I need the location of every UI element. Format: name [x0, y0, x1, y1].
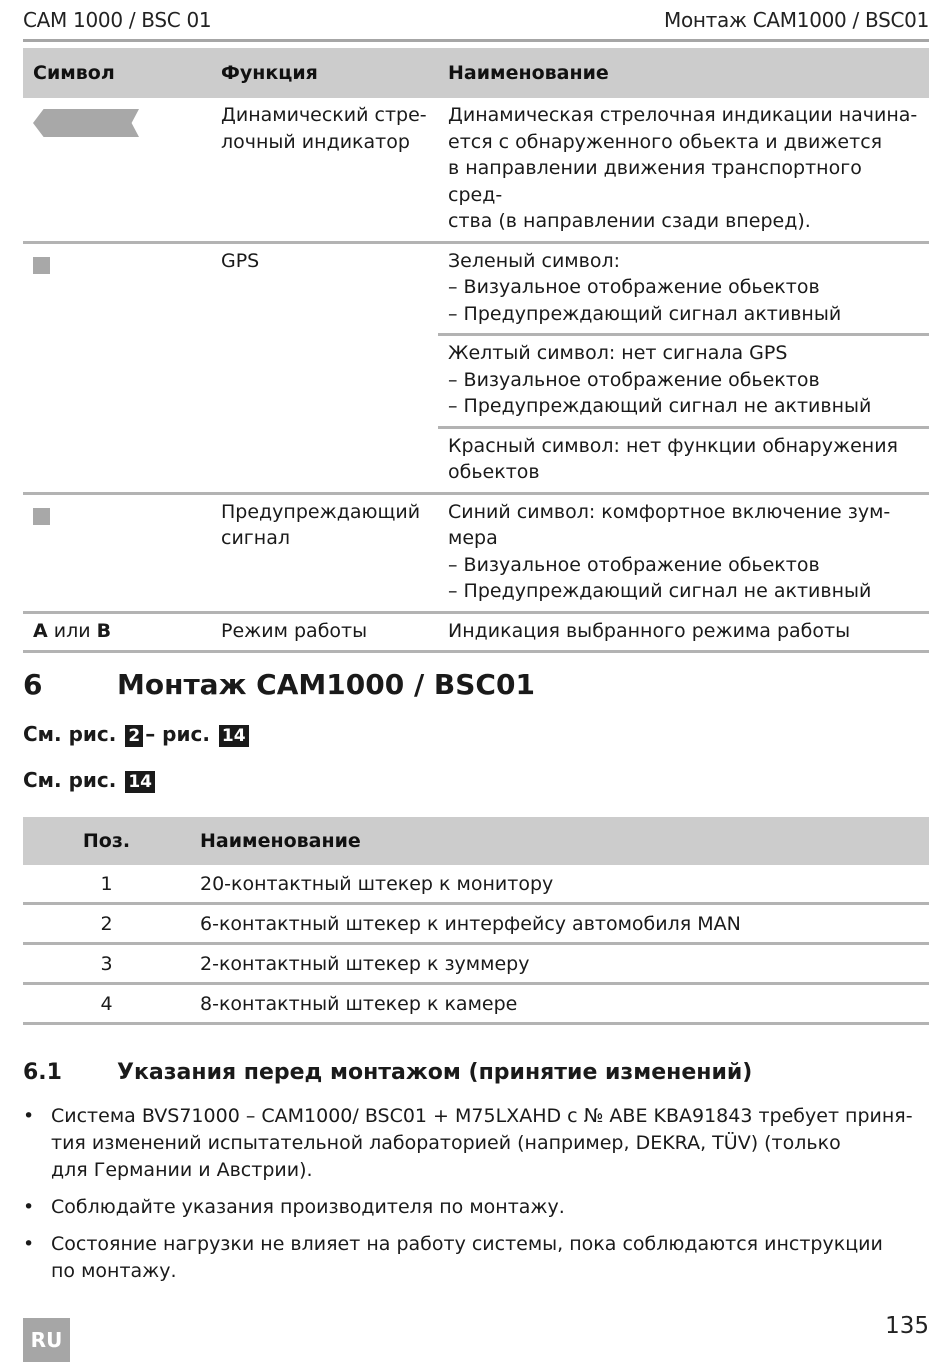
list-item-text: Состояние нагрузки не влияет на работу системы, пока соблюдаются инструкции по монтажу. — [51, 1233, 883, 1282]
col-symbol: Символ — [23, 48, 211, 98]
mode-b: B — [96, 619, 112, 642]
name-cell: 2-контактный штекер к зуммеру — [190, 944, 929, 984]
description-cell: Желтый символ: нет сигнала GPS – Визуальное отображение обьектов – Предупреждающий сигнал не активный — [438, 335, 929, 428]
symbol-cell — [23, 242, 211, 493]
function-cell: GPS — [211, 242, 438, 493]
pos-cell: 1 — [23, 865, 190, 904]
mode-or: или — [47, 619, 97, 642]
list-item — [23, 1103, 929, 1184]
description-cell: Синий символ: комфортное включение зум- мера – Визуальное отображение обьектов – Предупреждающий сигнал не активный — [438, 493, 929, 612]
section-title: Монтаж CAM1000 / BSC01 — [117, 668, 535, 701]
name-cell: 6-контактный штекер к интерфейсу автомобиля MAN — [190, 904, 929, 944]
dynamic-arrow-icon — [33, 109, 139, 137]
section-number: 6.1 — [23, 1060, 62, 1085]
function-cell: Режим работы — [211, 612, 438, 652]
bullet-icon: • — [23, 1196, 35, 1218]
mode-a: A — [33, 619, 48, 642]
position-table — [23, 817, 929, 1025]
col-function: Функция — [211, 48, 438, 98]
table-row — [23, 984, 929, 1024]
function-cell: Предупреждающий сигнал — [211, 493, 438, 612]
list-item-text: Соблюдайте указания производителя по монтажу. — [51, 1196, 565, 1218]
description-cell: Зеленый символ: – Визуальное отображение обьектов – Предупреждающий сигнал активный — [438, 242, 929, 335]
figure-badge: 2 — [125, 725, 143, 747]
instructions-list — [23, 1103, 929, 1295]
table-row — [23, 865, 929, 904]
running-header-right: Монтаж CAM1000 / BSC01 — [664, 8, 929, 32]
table-row — [23, 242, 929, 335]
description-cell: Индикация выбранного режима работы — [438, 612, 929, 652]
name-cell: 20-контактный штекер к монитору — [190, 865, 929, 904]
description-cell: Динамическая стрелочная индикации начина- ется с обнаруженного обьекта и движется в направлении движения транспортного сред- ства (в направлении сзади вперед). — [438, 98, 929, 242]
list-item-text: Система BVS71000 – CAM1000/ BSC01 + M75LXAHD с № ABE KBA91843 требует приня- тия изменений испытательной лабораторией (например, DEKRA, TÜV) (только для Германии и Австрии). — [51, 1105, 913, 1181]
see-figure — [23, 768, 157, 793]
pos-cell: 4 — [23, 984, 190, 1024]
table-row — [23, 944, 929, 984]
symbol-cell — [23, 493, 211, 612]
language-badge: RU — [23, 1318, 70, 1362]
section-6-1-heading — [23, 1060, 752, 1085]
header-rule — [23, 39, 929, 42]
list-item — [23, 1231, 929, 1285]
col-pos: Поз. — [23, 817, 190, 865]
table-row — [23, 493, 929, 612]
page-number: 135 — [885, 1313, 929, 1339]
function-cell: Динамический стре- лочный индикатор — [211, 98, 438, 242]
position-table-header — [23, 817, 929, 865]
symbol-table-header — [23, 48, 929, 98]
bullet-icon: • — [23, 1105, 35, 1127]
see-prefix: См. рис. — [23, 722, 117, 746]
section-number: 6 — [23, 668, 43, 701]
symbol-table — [23, 48, 929, 653]
see-dash: – рис. — [145, 722, 210, 746]
symbol-cell — [23, 98, 211, 242]
col-name: Наименование — [438, 48, 929, 98]
figure-badge: 14 — [219, 725, 249, 747]
name-cell: 8-контактный штекер к камере — [190, 984, 929, 1024]
see-prefix: См. рис. — [23, 768, 117, 792]
table-row — [23, 904, 929, 944]
figure-badge: 14 — [125, 771, 155, 793]
col-name: Наименование — [190, 817, 929, 865]
pos-cell: 3 — [23, 944, 190, 984]
table-row — [23, 98, 929, 242]
section-6-heading — [23, 668, 535, 701]
bullet-icon: • — [23, 1233, 35, 1255]
table-row — [23, 612, 929, 652]
section-title: Указания перед монтажом (принятие изменений) — [117, 1060, 753, 1085]
pos-cell: 2 — [23, 904, 190, 944]
running-header-left: CAM 1000 / BSC 01 — [23, 8, 212, 32]
gps-square-icon — [33, 257, 50, 274]
see-figures-range — [23, 722, 251, 747]
symbol-cell — [23, 612, 211, 652]
description-cell: Красный символ: нет функции обнаружения обьектов — [438, 427, 929, 493]
warning-square-icon — [33, 508, 50, 525]
list-item — [23, 1194, 929, 1221]
